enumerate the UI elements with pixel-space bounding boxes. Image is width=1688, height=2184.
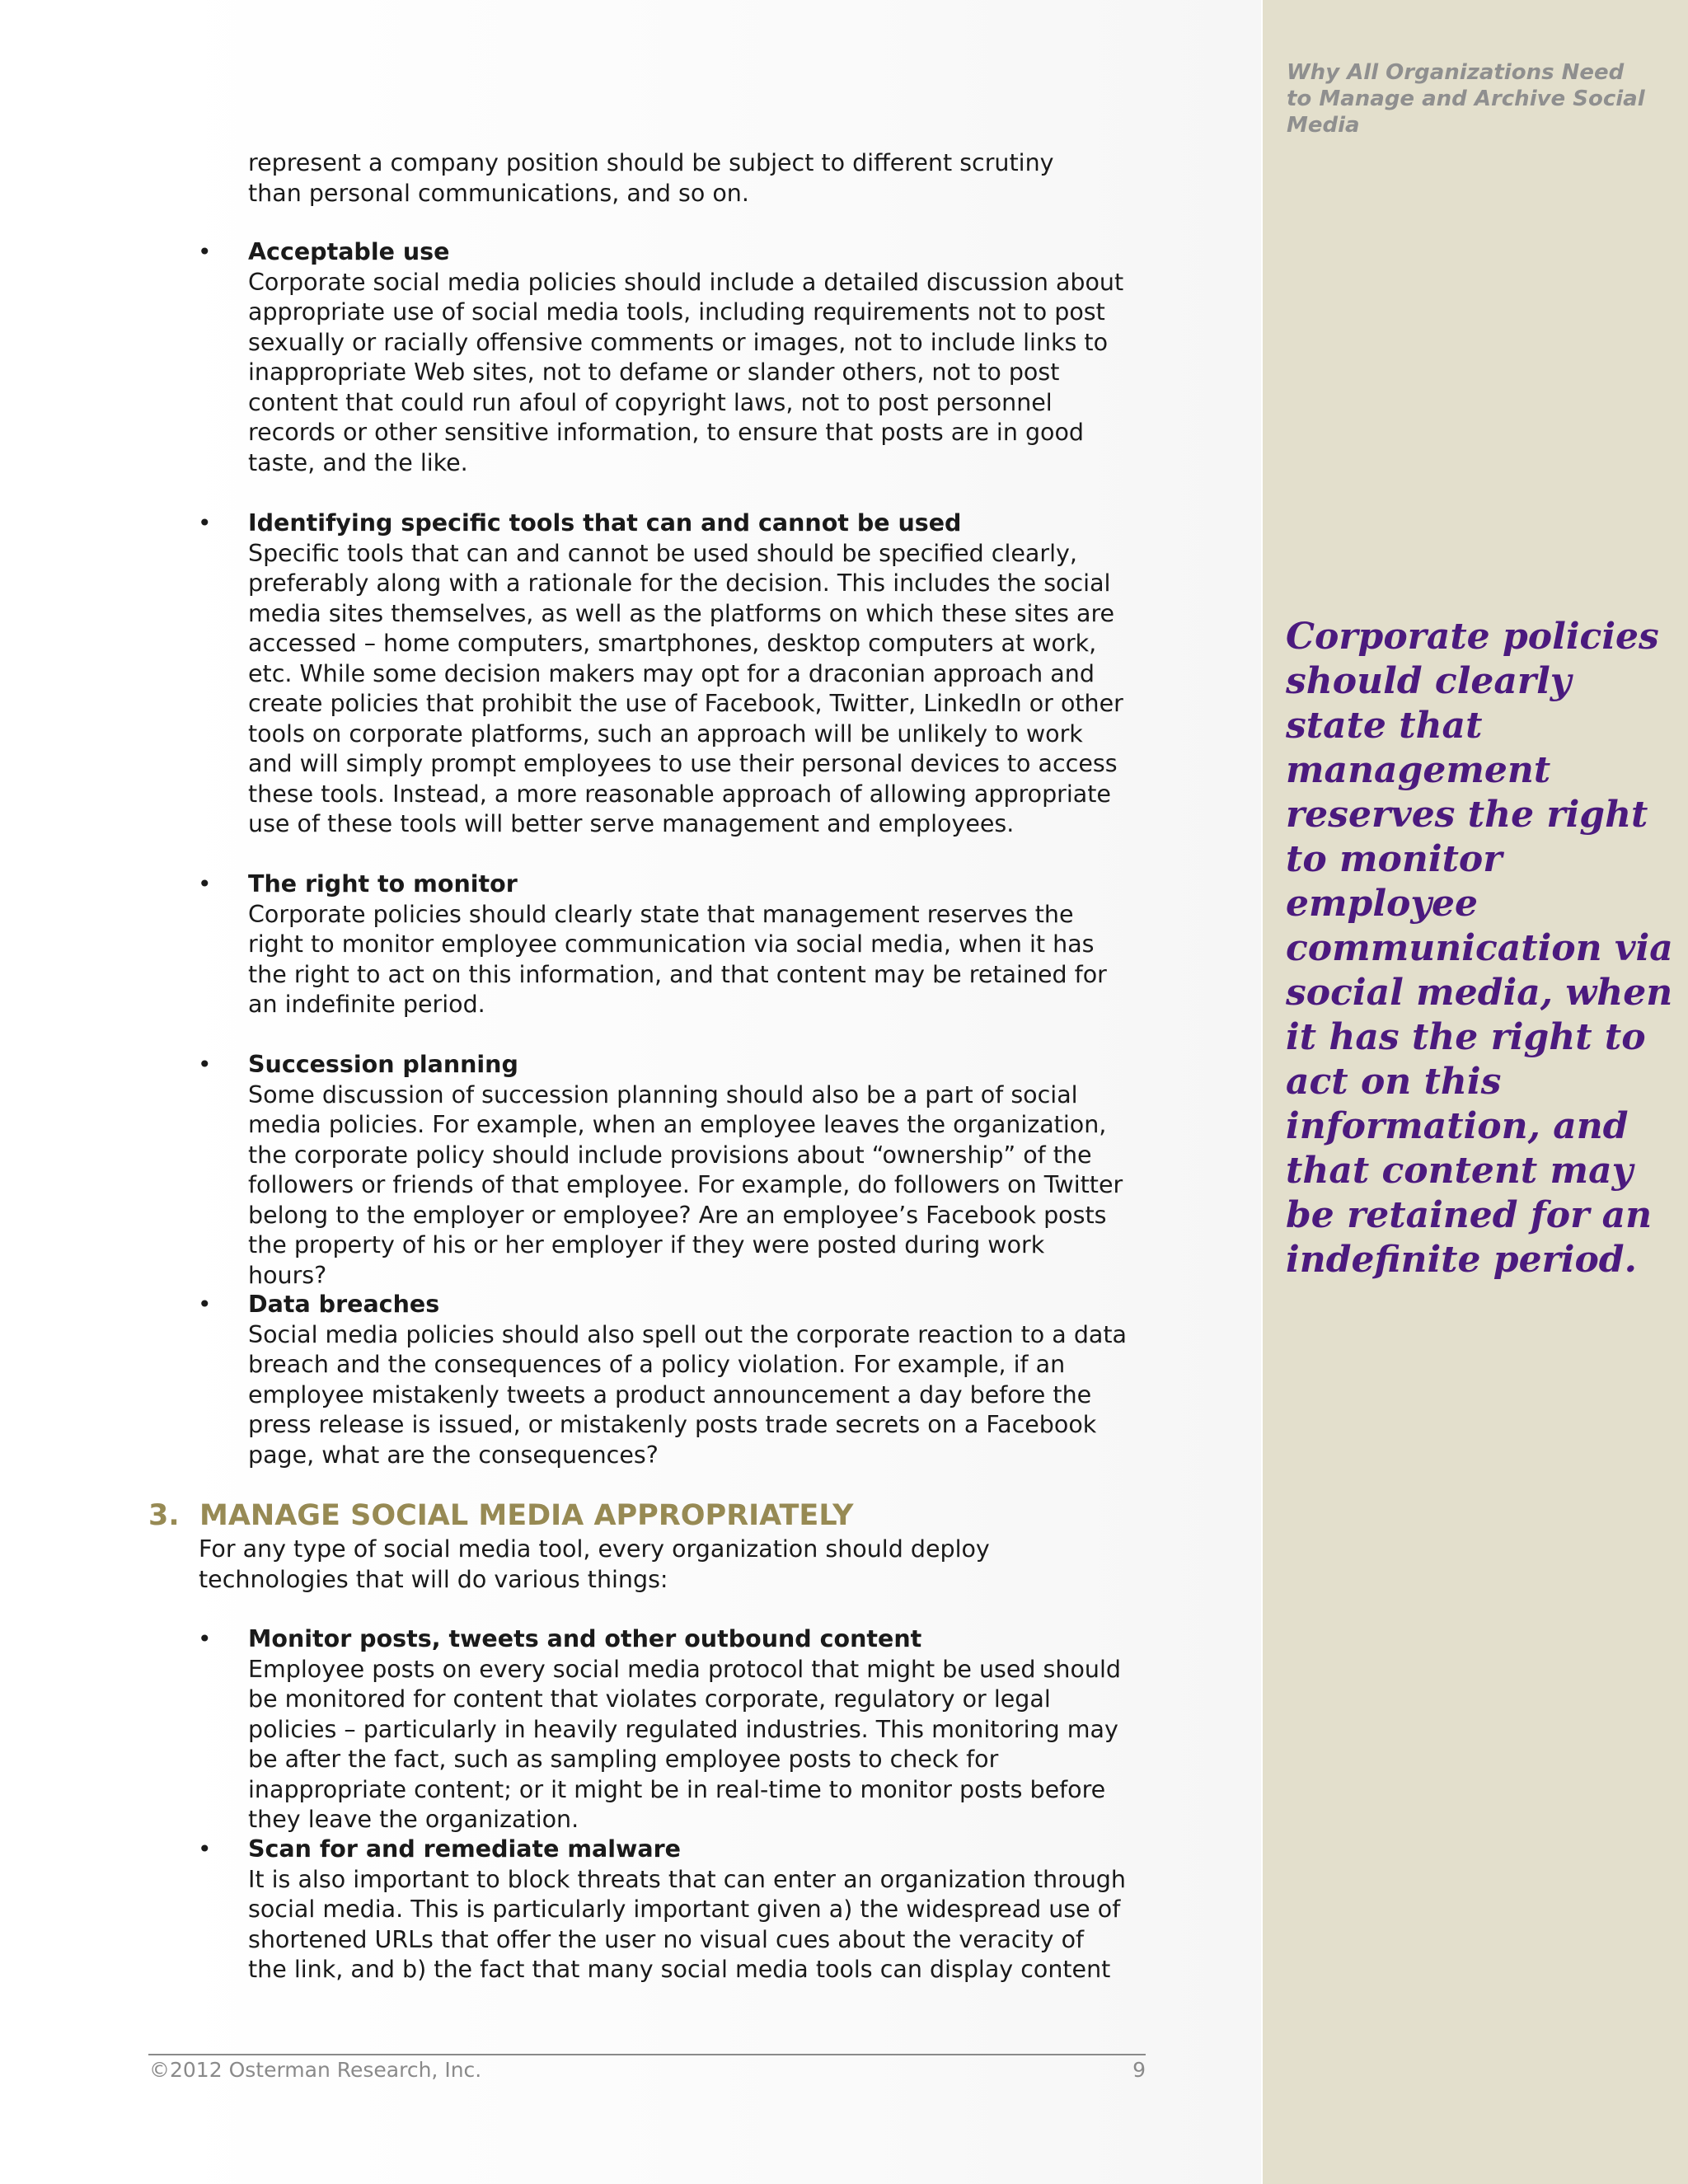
list-item-heading: Scan for and remediate malware — [248, 1835, 681, 1863]
list-item-acceptable-use — [198, 237, 1129, 478]
list-item-scan-malware — [198, 1835, 1129, 1985]
section-title: MANAGE SOCIAL MEDIA APPROPRIATELY — [199, 1499, 854, 1532]
bullet-marker: • — [198, 238, 212, 265]
section-heading — [148, 1498, 1137, 1533]
list-item-heading: Monitor posts, tweets and other outbound content — [248, 1625, 922, 1652]
footer-copyright: ©2012 Osterman Research, Inc. — [149, 2058, 482, 2082]
list-item-succession-planning — [198, 1050, 1129, 1291]
list-item-text: Social media policies should also spell out the corporate reaction to a data breach and the consequences of a policy violation. For example, if an employee mistakenly tweets a product announcement a day before the press release is issued, or mistakenly posts trade secrets on a Facebook page, what are the consequences? — [248, 1320, 1128, 1469]
page-number: 9 — [1132, 2058, 1146, 2082]
bullet-marker: • — [198, 1291, 212, 1318]
bullet-marker: • — [198, 1835, 212, 1863]
section-number: 3. — [148, 1499, 180, 1532]
list-item-text: Specific tools that can and cannot be used should be specified clearly, preferably along with a rationale for the decision. This includes the social media sites themselves, as well as the platforms on which these sites are accessed – home computers, smartphones, desktop computers at work, etc. While some decision makers may opt for a draconian approach and create policies that prohibit the use of Facebook, Twitter, LinkedIn or other tools on corporate platforms, such an approach will be unlikely to work and will simply prompt employees to use their personal devices to access these tools. Instead, a more reasonable approach of allowing appropriate use of these tools will better serve management and employees. — [248, 539, 1123, 837]
list-item-text: It is also important to block threats that can enter an organization through social media. This is particularly important given a) the widespread use of shortened URLs that offer the user no visual cues about the veracity of the link, and b) the fact that many social media tools can display content — [248, 1865, 1126, 1983]
list-item-text: Employee posts on every social media protocol that might be used should be monitored for content that violates corporate, regulatory or legal policies – particularly in heavily regulated industries. This monitoring may be after the fact, such as sampling employee posts to check for inappropriate content; or it might be in real-time to monitor posts before they leave the organization. — [248, 1655, 1121, 1833]
list-item-heading: The right to monitor — [248, 870, 518, 898]
section-intro: For any type of social media tool, every organization should deploy technologies that will do various things: — [199, 1535, 990, 1593]
bullet-marker: • — [198, 509, 212, 537]
list-item-heading: Acceptable use — [248, 238, 450, 265]
bullet-marker: • — [198, 1625, 212, 1652]
list-item-specific-tools — [198, 509, 1129, 840]
bullet-marker: • — [198, 870, 212, 898]
continued-paragraph: represent a company position should be subject to different scrutiny than personal communications, and so on. — [248, 149, 1054, 207]
document-title: Why All Organizations Need to Manage and Archive Social Media — [1287, 60, 1645, 138]
list-item-heading: Identifying specific tools that can and cannot be used — [248, 509, 962, 537]
list-item-text: Corporate policies should clearly state that management reserves the right to monitor employee communication via social media, when it has the right to act on this information, and that content may be retained for an indefinite period. — [248, 900, 1107, 1018]
footer-divider — [148, 2054, 1146, 2055]
pull-quote: Corporate policies should clearly state that management reserves the right to monitor employee communication via social media, when it has the right to act on this information, and that content may be retained for an indefinite period. — [1286, 616, 1673, 1281]
list-item-heading: Succession planning — [248, 1051, 518, 1078]
list-item-monitor-posts — [198, 1624, 1129, 1835]
list-item-right-to-monitor — [198, 869, 1129, 1020]
list-item-data-breaches — [198, 1290, 1129, 1470]
list-item-text: Corporate social media policies should include a detailed discussion about appropriate use of social media tools, including requirements not to post sexually or racially offensive comments or images, not to include links to inappropriate Web sites, not to defame or slander others, not to post content that could run afoul of copyright laws, not to post personnel records or other sensitive information, to ensure that posts are in good taste, and the like. — [248, 268, 1124, 476]
list-item-heading: Data breaches — [248, 1291, 440, 1318]
bullet-marker: • — [198, 1051, 212, 1078]
list-item-text: Some discussion of succession planning should also be a part of social media policies. For example, when an employee leaves the organization, the corporate policy should include provisions about “ownership” of the followers or friends of that employee. For example, do followers on Twitter belong to the employer or employee? Are an employee’s Facebook posts the property of his or her employer if they were posted during work hours? — [248, 1080, 1123, 1289]
